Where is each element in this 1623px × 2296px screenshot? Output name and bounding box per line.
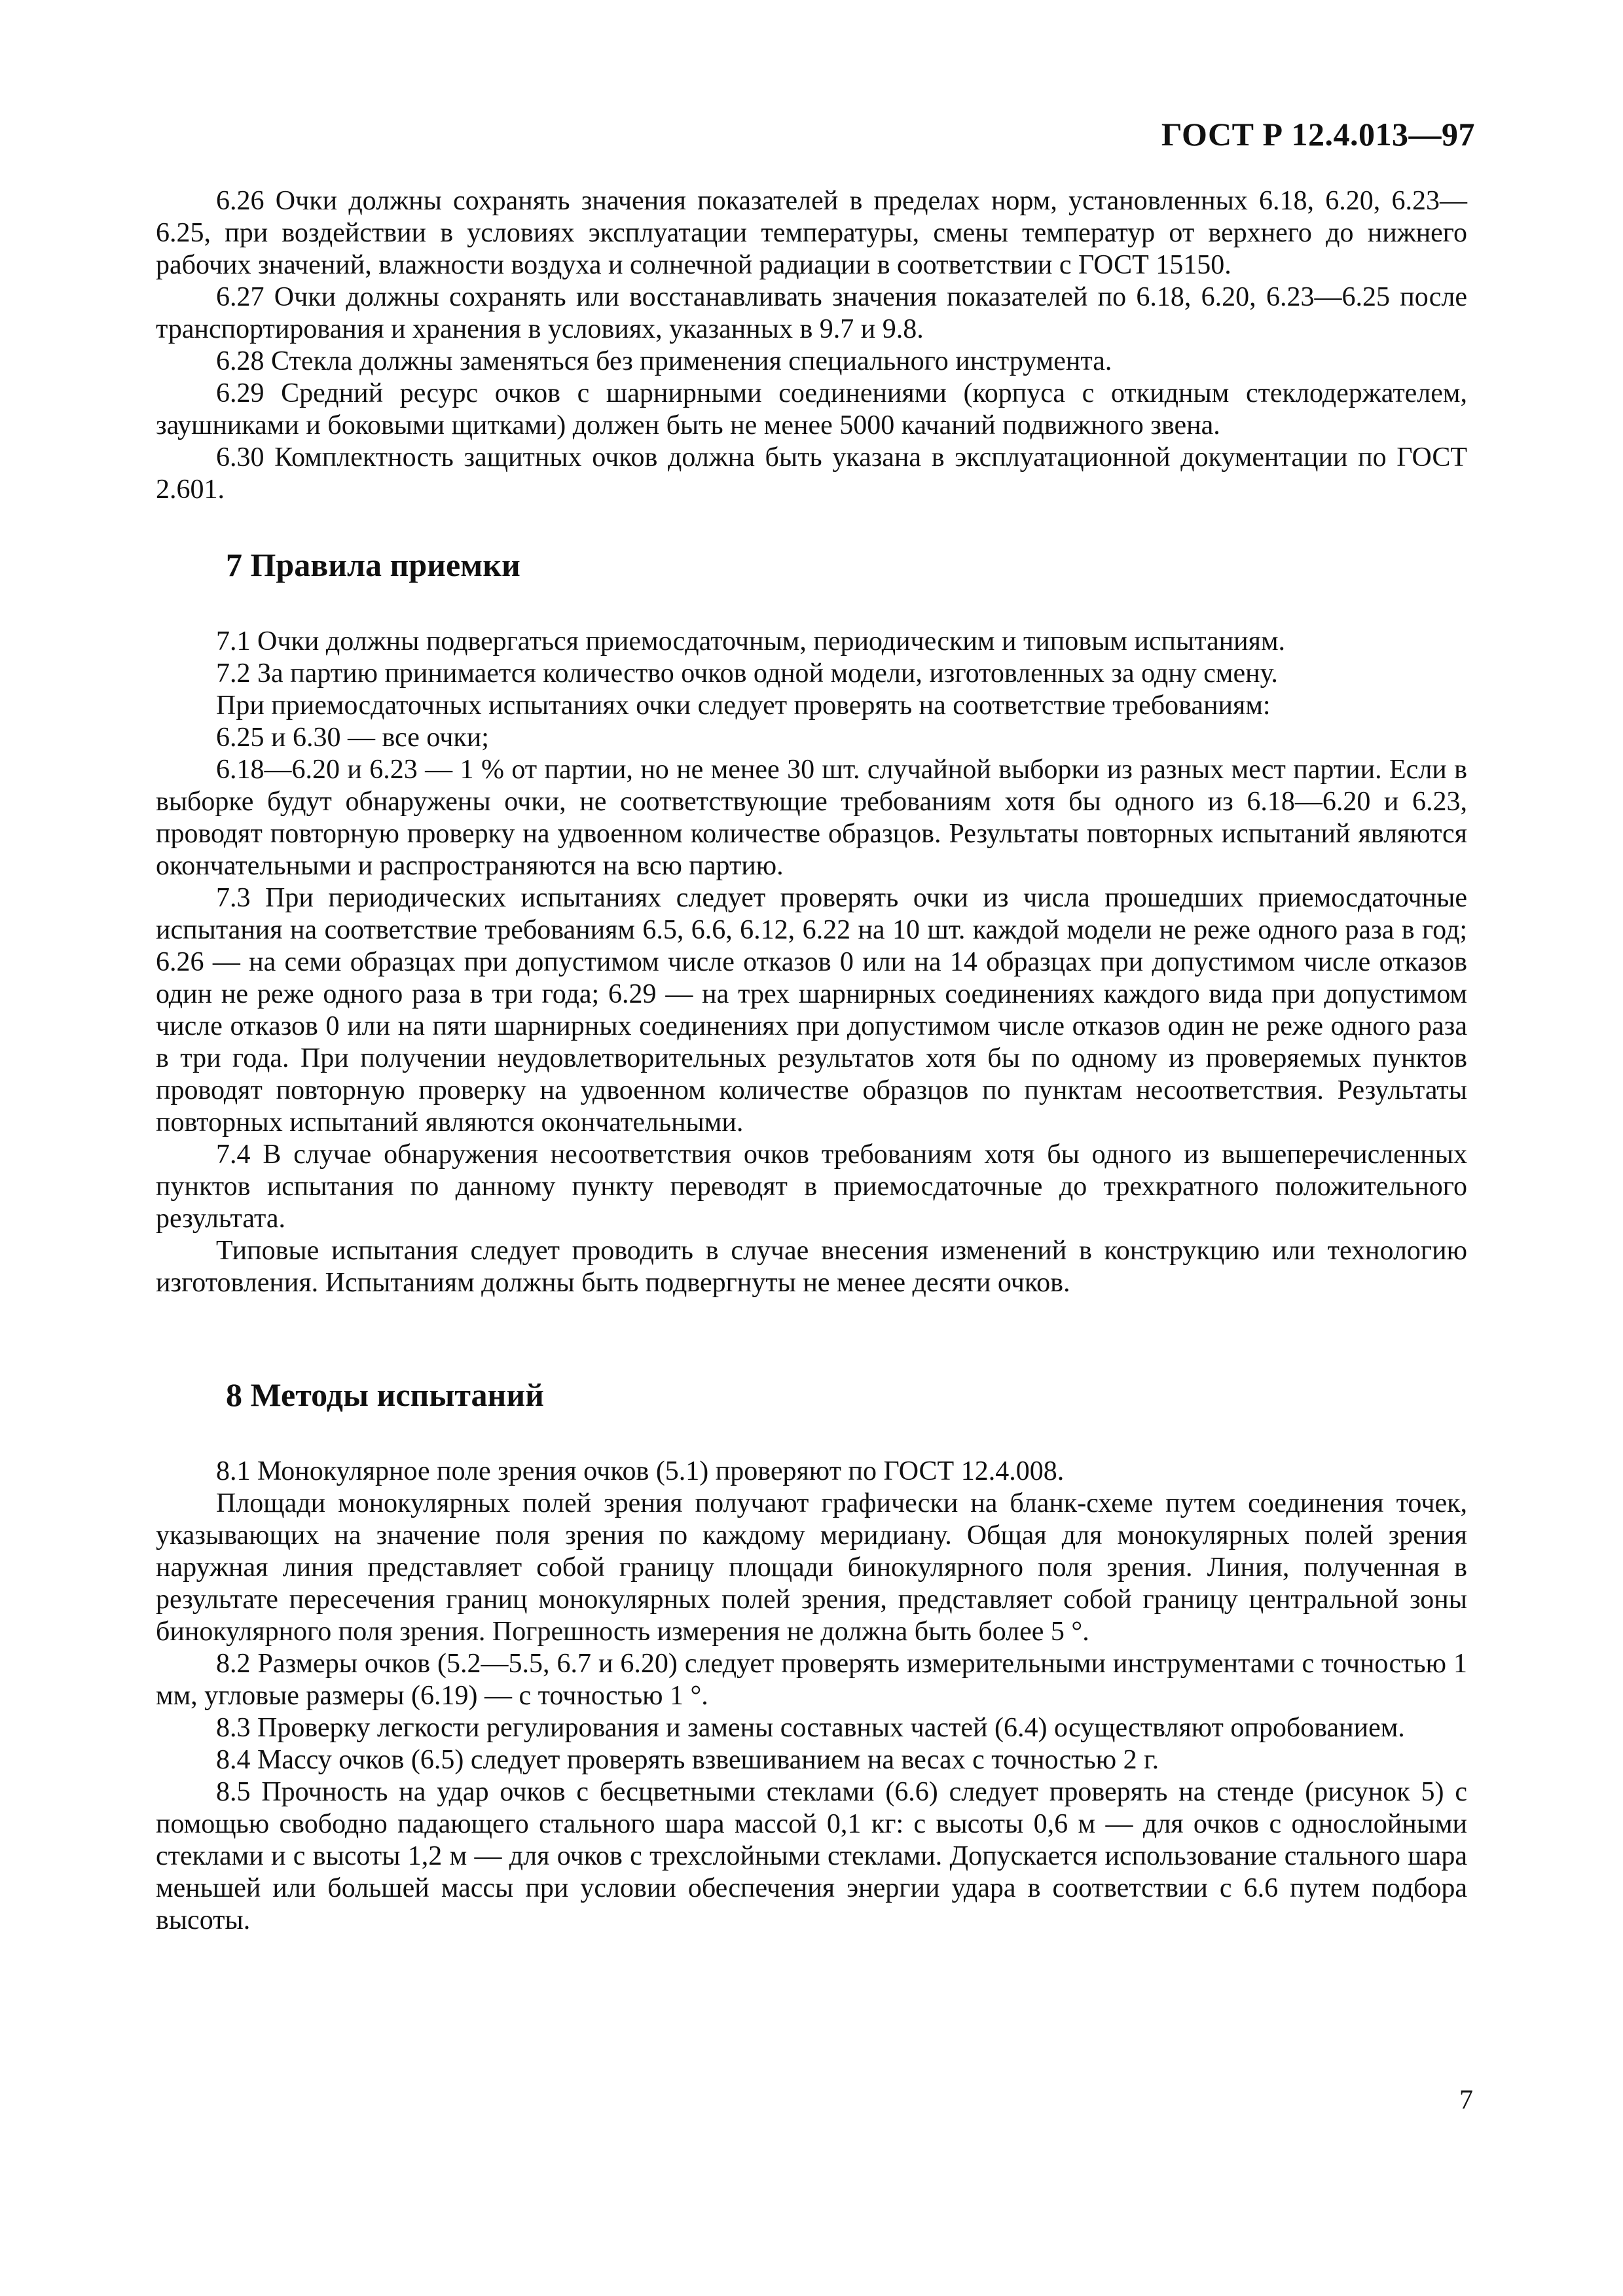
paragraph-8-2: 8.2 Размеры очков (5.2—5.5, 6.7 и 6.20) следует проверять измерительными инструментами с точностью 1 мм, угловые размеры (6.19) — с точностью 1 °. [156,1649,1467,1711]
section-7-heading: 7 Правила приемки [226,547,520,583]
paragraph-8-3: 8.3 Проверку легкости регулирования и замены составных частей (6.4) осуществляют опробованием. [216,1713,1405,1743]
paragraph-8-4: 8.4 Массу очков (6.5) следует проверять взвешиванием на весах с точностью 2 г. [216,1745,1159,1775]
paragraph-8-5: 8.5 Прочность на удар очков с бесцветными стеклами (6.6) следует проверять на стенде (рисунок 5) с помощью свободно падающего стального шара массой 0,1 кг: с высоты 0,6 м — для очков с однослойными стеклами и с высоты 1,2 м — для очков с трехслойными стеклами. Допускается использование стального шара меньшей или большей массы при условии обеспечения энергии удара в соответствии с 6.6 путем подбора высоты. [156,1777,1467,1935]
paragraph-6-26: 6.26 Очки должны сохранять значения показателей в пределах норм, установленных 6.18, 6.20, 6.23—6.25, при воздействии в условиях эксплуатации температуры, смены температур от верхнего до нижнего рабочих значений, влажности воздуха и солнечной радиации в соответствии с ГОСТ 15150. [156,186,1467,280]
paragraph-7-4: 7.4 В случае обнаружения несоответствия очков требованиям хотя бы одного из вышеперечисленных пунктов испытания по данному пункту переводят в приемосдаточные до трехкратного положительного результата. [156,1139,1467,1234]
paragraph-sample-check: 6.18—6.20 и 6.23 — 1 % от партии, но не менее 30 шт. случайной выборки из разных мест партии. Если в выборке будут обнаружены очки, не соответствующие требованиям хотя бы одного из 6.18—6.20 и 6.23, проводят повторную проверку на удвоенном количестве образцов. Результаты повторных испытаний являются окончательными и распространяются на всю партию. [156,755,1467,881]
paragraph-field-of-view: Площади монокулярных полей зрения получают графически на бланк-схеме путем соединения точек, указывающих на значение поля зрения по каждому меридиану. Общая для монокулярных полей зрения наружная линия представляет собой границу площади бинокулярного поля зрения. Линия, полученная в результате пересечения границ монокулярных полей зрения, представляет собой границу центральной зоны бинокулярного поля зрения. Погрешность измерения не должна быть более 5 °. [156,1488,1467,1647]
section-8-heading: 8 Методы испытаний [226,1376,544,1413]
paragraph-6-30: 6.30 Комплектность защитных очков должна быть указана в эксплуатационной документации по ГОСТ 2.601. [156,442,1467,505]
paragraph-6-28: 6.28 Стекла должны заменяться без применения специального инструмента. [216,346,1112,376]
paragraph-6-27: 6.27 Очки должны сохранять или восстанавливать значения показателей по 6.18, 6.20, 6.23—6.25 после транспортирования и хранения в условиях, указанных в 9.7 и 9.8. [156,282,1467,344]
paragraph-7-3: 7.3 При периодических испытаниях следует проверять очки из числа прошедших приемосдаточные испытания на соответствие требованиям 6.5, 6.6, 6.12, 6.22 на 10 шт. каждой модели не реже одного раза в год; 6.26 — на семи образцах при допустимом числе отказов 0 или на 14 образцах при допустимом числе отказов один не реже одного раза в три года; 6.29 — на трех шарнирных соединениях каждого вида при допустимом числе отказов 0 или на пяти шарнирных соединениях при допустимом числе отказов один не реже одного раза в три года. При получении неудовлетворительных результатов хотя бы по одному из проверяемых пунктов проводят повторную проверку на удвоенном количестве образцов по пунктам несоответствия. Результаты повторных испытаний являются окончательными. [156,883,1467,1138]
paragraph-7-2: 7.2 За партию принимается количество очков одной модели, изготовленных за одну смену. [216,658,1278,689]
page-body [156,185,1467,1937]
paragraph-8-1: 8.1 Монокулярное поле зрения очков (5.1) проверяют по ГОСТ 12.4.008. [216,1456,1065,1486]
paragraph-7-1: 7.1 Очки должны подвергаться приемосдаточным, периодическим и типовым испытаниям. [216,626,1286,656]
paragraph-6-29: 6.29 Средний ресурс очков с шарнирными соединениями (корпуса с откидным стеклодержателем, заушниками и боковыми щитками) должен быть не менее 5000 качаний подвижного звена. [156,378,1467,440]
document-code: ГОСТ Р 12.4.013—97 [1161,116,1475,152]
paragraph-type-tests: Типовые испытания следует проводить в случае внесения изменений в конструкцию или технологию изготовления. Испытаниям должны быть подвергнуты не менее десяти очков. [156,1236,1467,1298]
paragraph-all-glasses: 6.25 и 6.30 — все очки; [216,723,489,753]
paragraph-acceptance-intro: При приемосдаточных испытаниях очки следует проверять на соответствие требованиям: [216,691,1271,721]
page-number: 7 [1459,2085,1473,2115]
